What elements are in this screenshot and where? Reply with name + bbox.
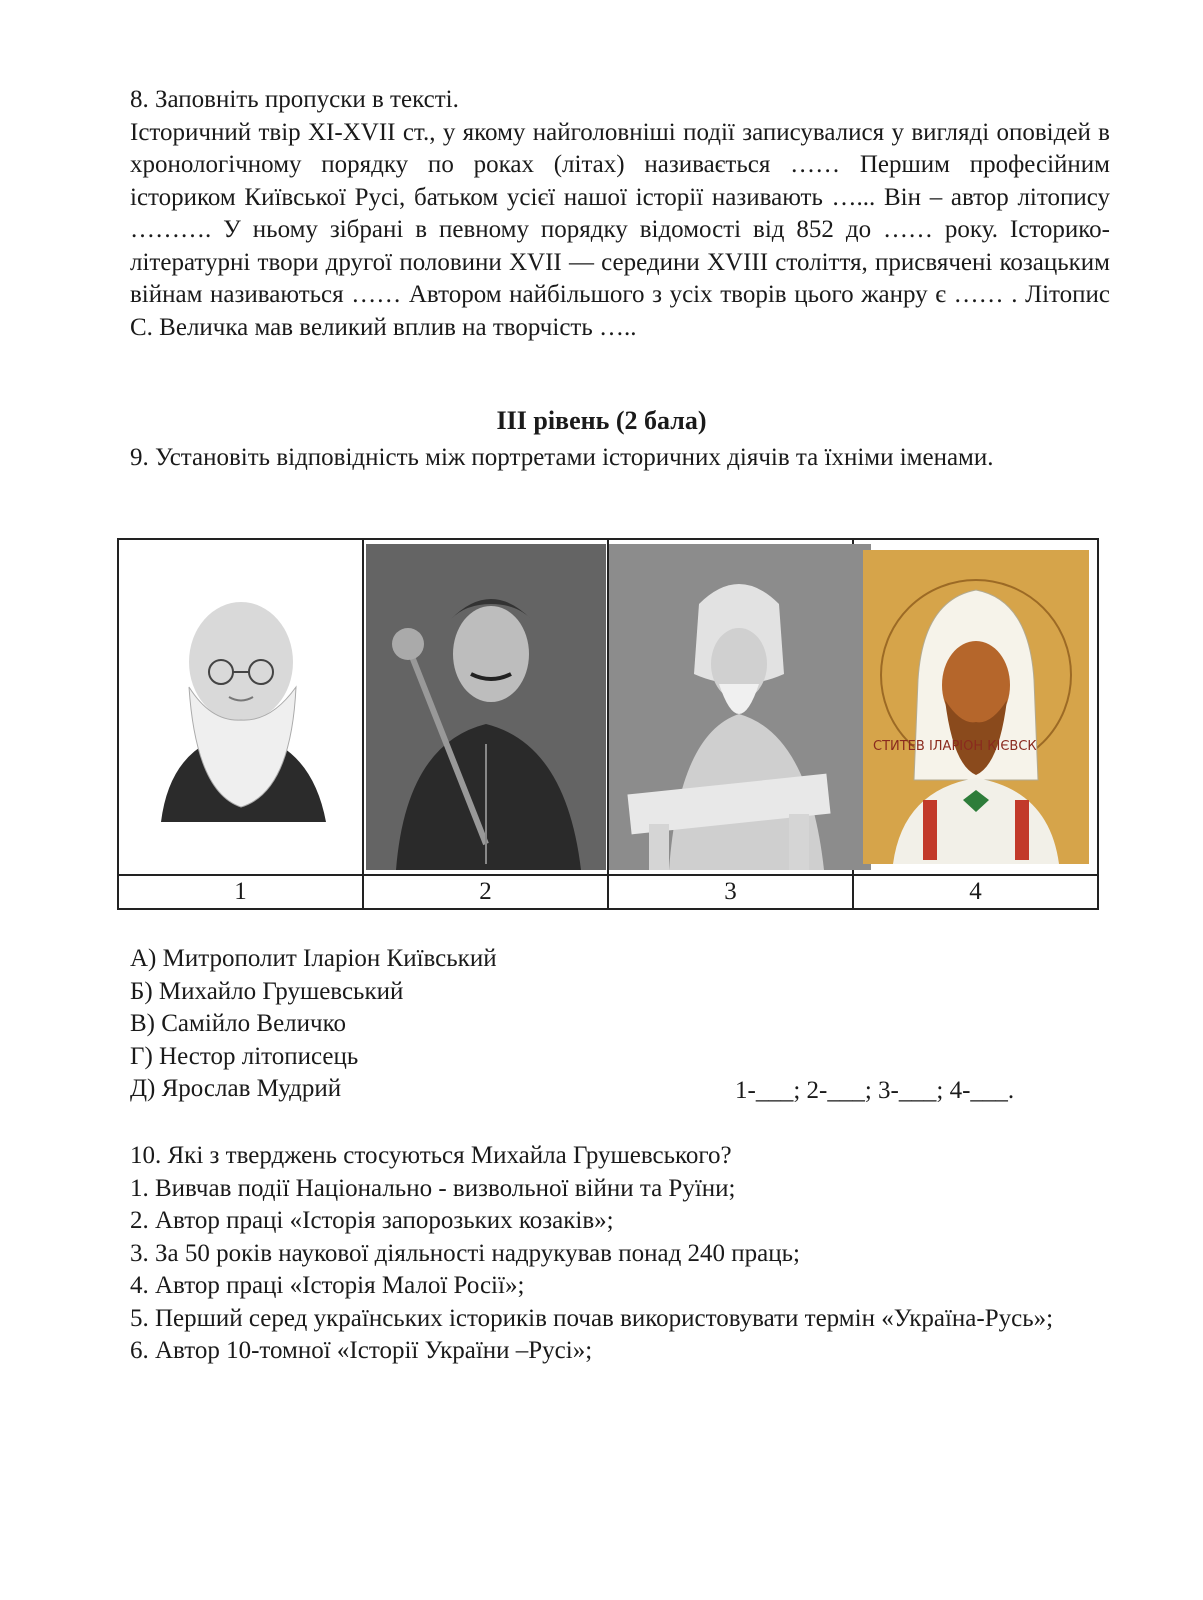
option-g: Г) Нестор літописець — [130, 1042, 359, 1070]
answer-blanks[interactable]: 1-___; 2-___; 3-___; 4-___. — [735, 1077, 1015, 1104]
statement-5: 5. Перший серед українських істориків почав використовувати термін «Україна-Русь»; — [130, 1304, 1054, 1332]
statement-2: 2. Автор праці «Історія запорозьких козаків»; — [130, 1207, 614, 1234]
portrait-number-4: 4 — [853, 875, 1098, 909]
portrait-cell-2 — [363, 539, 608, 875]
statement-6: 6. Автор 10-томної «Історії України –Русі»; — [130, 1337, 593, 1364]
portrait-number-1: 1 — [118, 875, 363, 909]
statement-4: 4. Автор праці «Історія Малої Росії»; — [130, 1272, 525, 1299]
question-9-title: 9. Установіть відповідність між портретами історичних діячів та їхніми іменами. — [130, 444, 994, 471]
statement-3: 3. За 50 років наукової діяльності надрукував понад 240 праць; — [130, 1239, 800, 1267]
question-10-title: 10. Які з тверджень стосуються Михайла Грушевського? — [130, 1142, 732, 1169]
statement-1: 1. Вивчав події Національно - визвольної війни та Руїни; — [130, 1174, 736, 1202]
question-8-text: Історичний твір XI-XVII ст., у якому найголовніші події записувалися у вигляді оповідей в хронологічному порядку по роках (літах) називається …… Першим професійним істориком Київської Русі, батьком усієї нашої історії називають …... Він – автор літопису ………. У ньому зібрані в певному порядку відомості від 852 до …… року. Історико-літературні твори другої половини XVII — середини XVIII століття, присвячені козацьким війнам називаються …… Автором найбільшого з усіх творів цього жанру є …… . Літопис С. Величка мав великий вплив на творчість ….. — [130, 118, 1110, 341]
level-3-heading: ІІІ рівень (2 бала) — [496, 406, 707, 435]
portrait-3-image — [609, 544, 871, 870]
option-a: А) Митрополит Іларіон Київський — [130, 945, 497, 972]
option-v: В) Самійло Величко — [130, 1010, 346, 1037]
portrait-cell-1 — [118, 539, 363, 875]
portraits-table — [117, 538, 1099, 910]
portrait-cell-4 — [853, 539, 1098, 875]
option-b: Б) Михайло Грушевський — [130, 977, 404, 1005]
question-8-title: 8. Заповніть пропуски в тексті. — [130, 86, 459, 113]
question-10 — [130, 1140, 1110, 1368]
portrait-1-image — [141, 592, 341, 822]
option-d: Д) Ярослав Мудрий — [130, 1075, 342, 1102]
portrait-number-3: 3 — [608, 875, 853, 909]
question-8 — [130, 84, 1110, 344]
portrait-cell-3 — [608, 539, 853, 875]
icon-caption: СТИТЕВ ІЛАРІОН КІЄВСК — [872, 739, 1037, 754]
portrait-number-2: 2 — [363, 875, 608, 909]
portrait-4-icon-image — [863, 550, 1089, 864]
portrait-2-image — [366, 544, 606, 870]
